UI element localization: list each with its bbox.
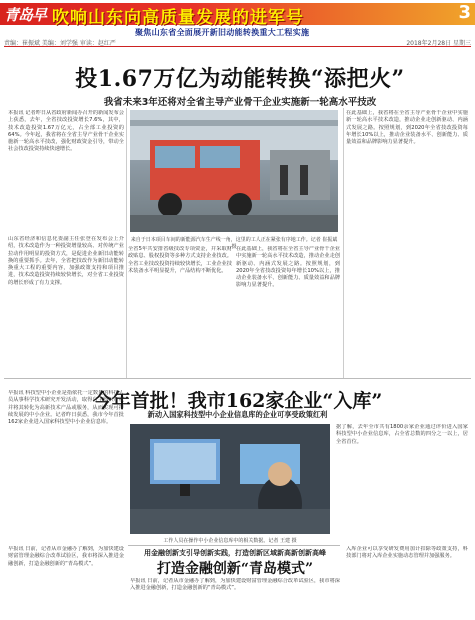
- article3-body-right: 入库企业可以享受研发费用加计扣除等政策支持，科技部门将对入库企业实施动态管理并加强服务。: [346, 546, 468, 560]
- newspaper-logo: 青岛早报: [4, 6, 47, 45]
- banner-slogan: 吹响山东向高质量发展的进军号: [52, 8, 304, 28]
- article3-kicker: 用金融创新支引导创新实践，打造创新区域新高新创新高峰: [144, 549, 326, 557]
- article1-body-left: 山东省经济和信息化委副主任张登在发布会上介绍，技术改造作为一种投资增量较高、对传统产业拉动作用明显的投资方式，是促进企业新旧动能转换的重要抓手。去年，全省把技改作为新旧动能转换重大工程的重要内容，加强政策支持和项目推进，技术改造投资持续较快增长，对全省工业投资的增长形成了有力支撑。: [8, 236, 124, 286]
- column-divider: [126, 108, 127, 378]
- article2-subheadline: 新动入国家科技型中小企业信息库的企业可享受政策红利: [147, 410, 328, 419]
- article2-photo-caption: 工作人员在操作中小企业信息库中的相关数据。记者 王建 摄: [163, 538, 297, 544]
- editor-credits: 责编：崔振斌 美编：刘学强 审读：赵红严: [4, 40, 116, 47]
- article1-headline: 投1.67万亿为动能转换“添把火”: [75, 66, 405, 92]
- factory-photo-illustration: [130, 110, 338, 232]
- article1-photo: [130, 110, 338, 232]
- article3-headline: 打造金融创新“青岛模式”: [156, 561, 314, 577]
- article2-headline: 今年首批！我市162家企业“入库”: [92, 390, 383, 412]
- article3-body: 早报讯 日前，记者从市金融办了解到，为加快建设财富管理金融综合改革试验区，我市将深入推进金融创新，打造金融创新的“青岛模式”。: [130, 578, 340, 592]
- article1-photo-caption: 来自于日本项目车间的新能源汽车生产线一角，这里的工人正在紧张有序地工作。记者 崔振斌 摄: [130, 237, 338, 250]
- article1-subheadline: 我省未来3年还将对全省主导产业骨干企业实施新一轮高水平技改: [103, 97, 377, 108]
- office-photo-illustration: [130, 424, 330, 534]
- column-divider: [343, 108, 344, 378]
- article2-body-left: 早报讯 科技型中小企业是指依托一定数量的科技人员从事科学技术研究开发活动，取得自主知识产权并将其转化为高新技术产品或服务，从而实现可持续发展的中小企业。记者昨日获悉，我市今年首批162家企业进入国家科技型中小企业信息库。: [8, 390, 124, 426]
- page-number: 3: [458, 2, 471, 23]
- article2-body-right: 据了解，去年全市共有1800余家企业通过评价进入国家科技型中小企业信息库，占全省总数的四分之一以上，居全省首位。: [336, 424, 468, 445]
- meta-bar: [4, 38, 471, 47]
- article1-intro: 本报讯 记者昨日从省政府新闻办召开的新闻发布会上获悉，去年，全省技改投资增长7.6%，其中，技术改造投资1.67万亿元，占全部工业投资的64%。今年起，我省将在全省主导产业骨干企业实施新一轮高水平技改，强化财政资金引导，带动全社会技改投资持续快速增长。: [8, 110, 124, 153]
- article1-body-right-column: 在此基础上，我省将在全省主导产业骨干企业中实施新一轮高水平技术改造，推动企业走创新驱动、内涵式发展之路。按照规划，到2020年全省技改投资每年增长10%以上，推动企业装备水平、创新能力、质量效益和品牌影响力显著提升。: [346, 110, 468, 146]
- section-divider: [4, 378, 471, 379]
- article3-top-rule: [128, 545, 340, 546]
- article3-body-left: 早报讯 日前，记者从市金融办了解到，为加快建设财富管理金融综合改革试验区，我市将深入推进金融创新，打造金融创新的“青岛模式”。: [8, 546, 124, 567]
- article2-photo: [130, 424, 330, 534]
- article1-body-mid: 全省5年共安排省级技改专项资金，并采取财政贴息、股权投资等多种方式支持企业技改。全省工业技改投资持续较快增长，工业企业技术装备水平明显提升，产品结构不断优化。: [128, 246, 232, 274]
- issue-date: 2018年2月28日 星期三: [406, 40, 471, 47]
- banner-sub-slogan: 聚焦山东省全面展开新旧动能转换重大工程实施: [135, 28, 310, 37]
- article1-body-right: 在此基础上，我省将在全省主导产业骨干企业中实施新一轮高水平技术改造，推动企业走创新驱动、内涵式发展之路。按照规划，到2020年全省技改投资每年增长10%以上，推动企业装备水平、创新能力、质量效益和品牌影响力显著提升。: [236, 246, 340, 289]
